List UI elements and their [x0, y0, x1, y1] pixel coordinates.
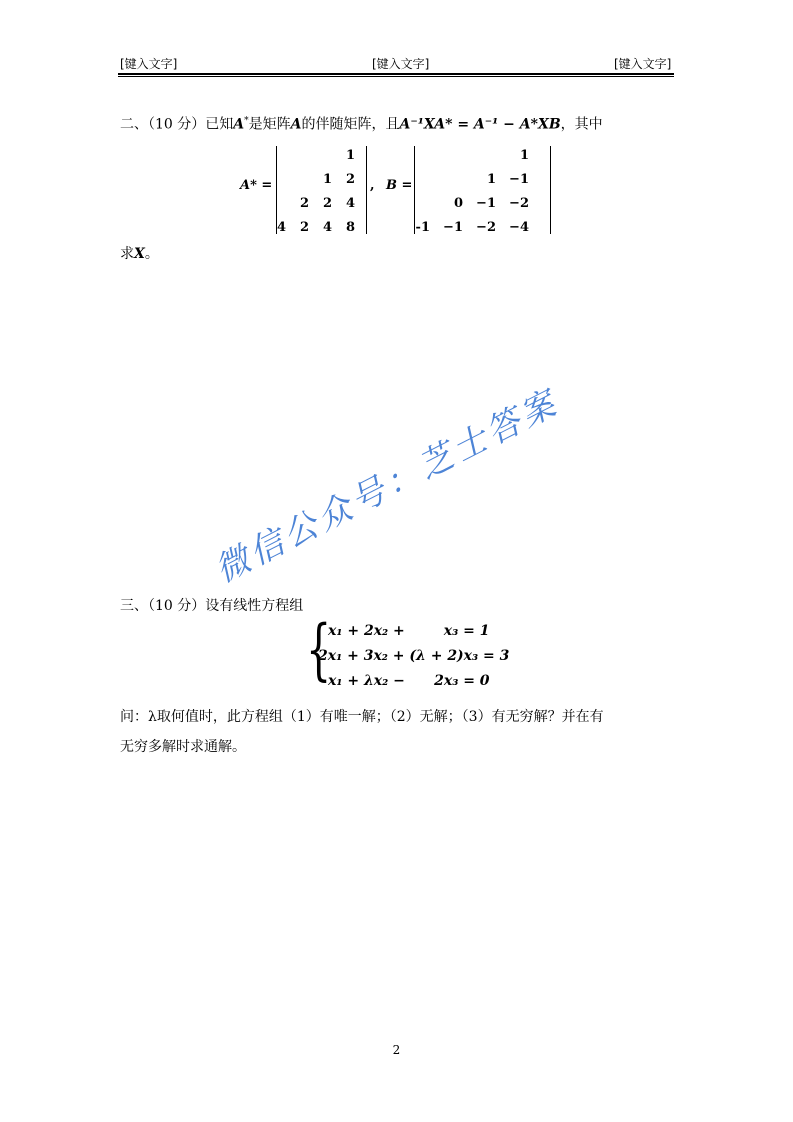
matrix-cell: −4: [509, 220, 529, 235]
q2-equation: A⁻¹XA* = A⁻¹ − A*XB: [399, 116, 561, 133]
page-number: 2: [392, 1043, 401, 1057]
q2-period: 。: [144, 246, 159, 262]
q2-ask: 求: [120, 246, 134, 262]
matrix-cell: −1: [476, 196, 496, 211]
question-2-ask: [120, 244, 159, 264]
q2-prefix: 二、（10 分）已知: [120, 116, 234, 133]
matrix-a-label: A* =: [240, 178, 273, 193]
q2-mid2: 的伴随矩阵，且: [301, 116, 400, 133]
q2-a-star: A: [233, 116, 245, 133]
q2-suffix: ，其中: [560, 116, 603, 133]
q2-star: *: [244, 116, 249, 126]
matrix-cell: 4: [322, 220, 332, 235]
matrix-cell: −2: [476, 220, 496, 235]
q2-a: A: [290, 116, 302, 133]
header-left: [键入文字]: [120, 57, 178, 71]
matrix-a-right-bar: [356, 146, 367, 234]
matrix-cell: 1: [486, 172, 496, 187]
equation-3: x₁ + λx₂ − 2x₃ = 0: [328, 673, 490, 689]
matrix-cell: 2: [322, 196, 332, 211]
matrix-cell: 2: [345, 172, 355, 187]
matrix-cell: 1: [322, 172, 332, 187]
matrix-comma: ,: [370, 178, 375, 193]
header-rule-thin: [118, 76, 674, 77]
matrix-cell: 2: [299, 220, 309, 235]
matrix-cell: 0: [453, 196, 463, 211]
matrix-cell: 1: [519, 148, 529, 163]
matrix-cell: 4: [276, 220, 286, 235]
matrix-cell: −1: [443, 220, 463, 235]
q2-mid1: 是矩阵: [248, 116, 291, 133]
matrix-cell: 2: [299, 196, 309, 211]
question-3-line2: 无穷多解时求通解。: [120, 739, 246, 755]
matrix-cell: −2: [509, 196, 529, 211]
matrix-cell: −1: [509, 172, 529, 187]
matrix-cell: 8: [345, 220, 355, 235]
header-center: [键入文字]: [372, 57, 430, 71]
matrix-cell: 1: [345, 148, 355, 163]
q2-x: X: [134, 246, 145, 262]
question-3-prefix: 三、（10 分）设有线性方程组: [120, 598, 304, 614]
question-2-text: [120, 111, 603, 135]
equation-brace: {: [306, 611, 332, 688]
matrix-cell: -1: [415, 220, 430, 235]
matrix-b-right-bar: [540, 146, 551, 234]
equation-1: x₁ + 2x₂ + x₃ = 1: [328, 623, 490, 639]
header-rule: [118, 73, 674, 75]
watermark: 微信公众号：芝士答案: [208, 382, 566, 591]
matrix-cell: 4: [345, 196, 355, 211]
header-right: [键入文字]: [614, 57, 672, 71]
matrix-b-label: B =: [386, 178, 413, 193]
question-3-line1: 问：λ取何值时，此方程组（1）有唯一解；（2）无解；（3）有无穷解？并在有: [120, 709, 604, 725]
matrices: [240, 142, 570, 242]
equation-2: 2x₁ + 3x₂ + (λ + 2)x₃ = 3: [318, 648, 510, 664]
